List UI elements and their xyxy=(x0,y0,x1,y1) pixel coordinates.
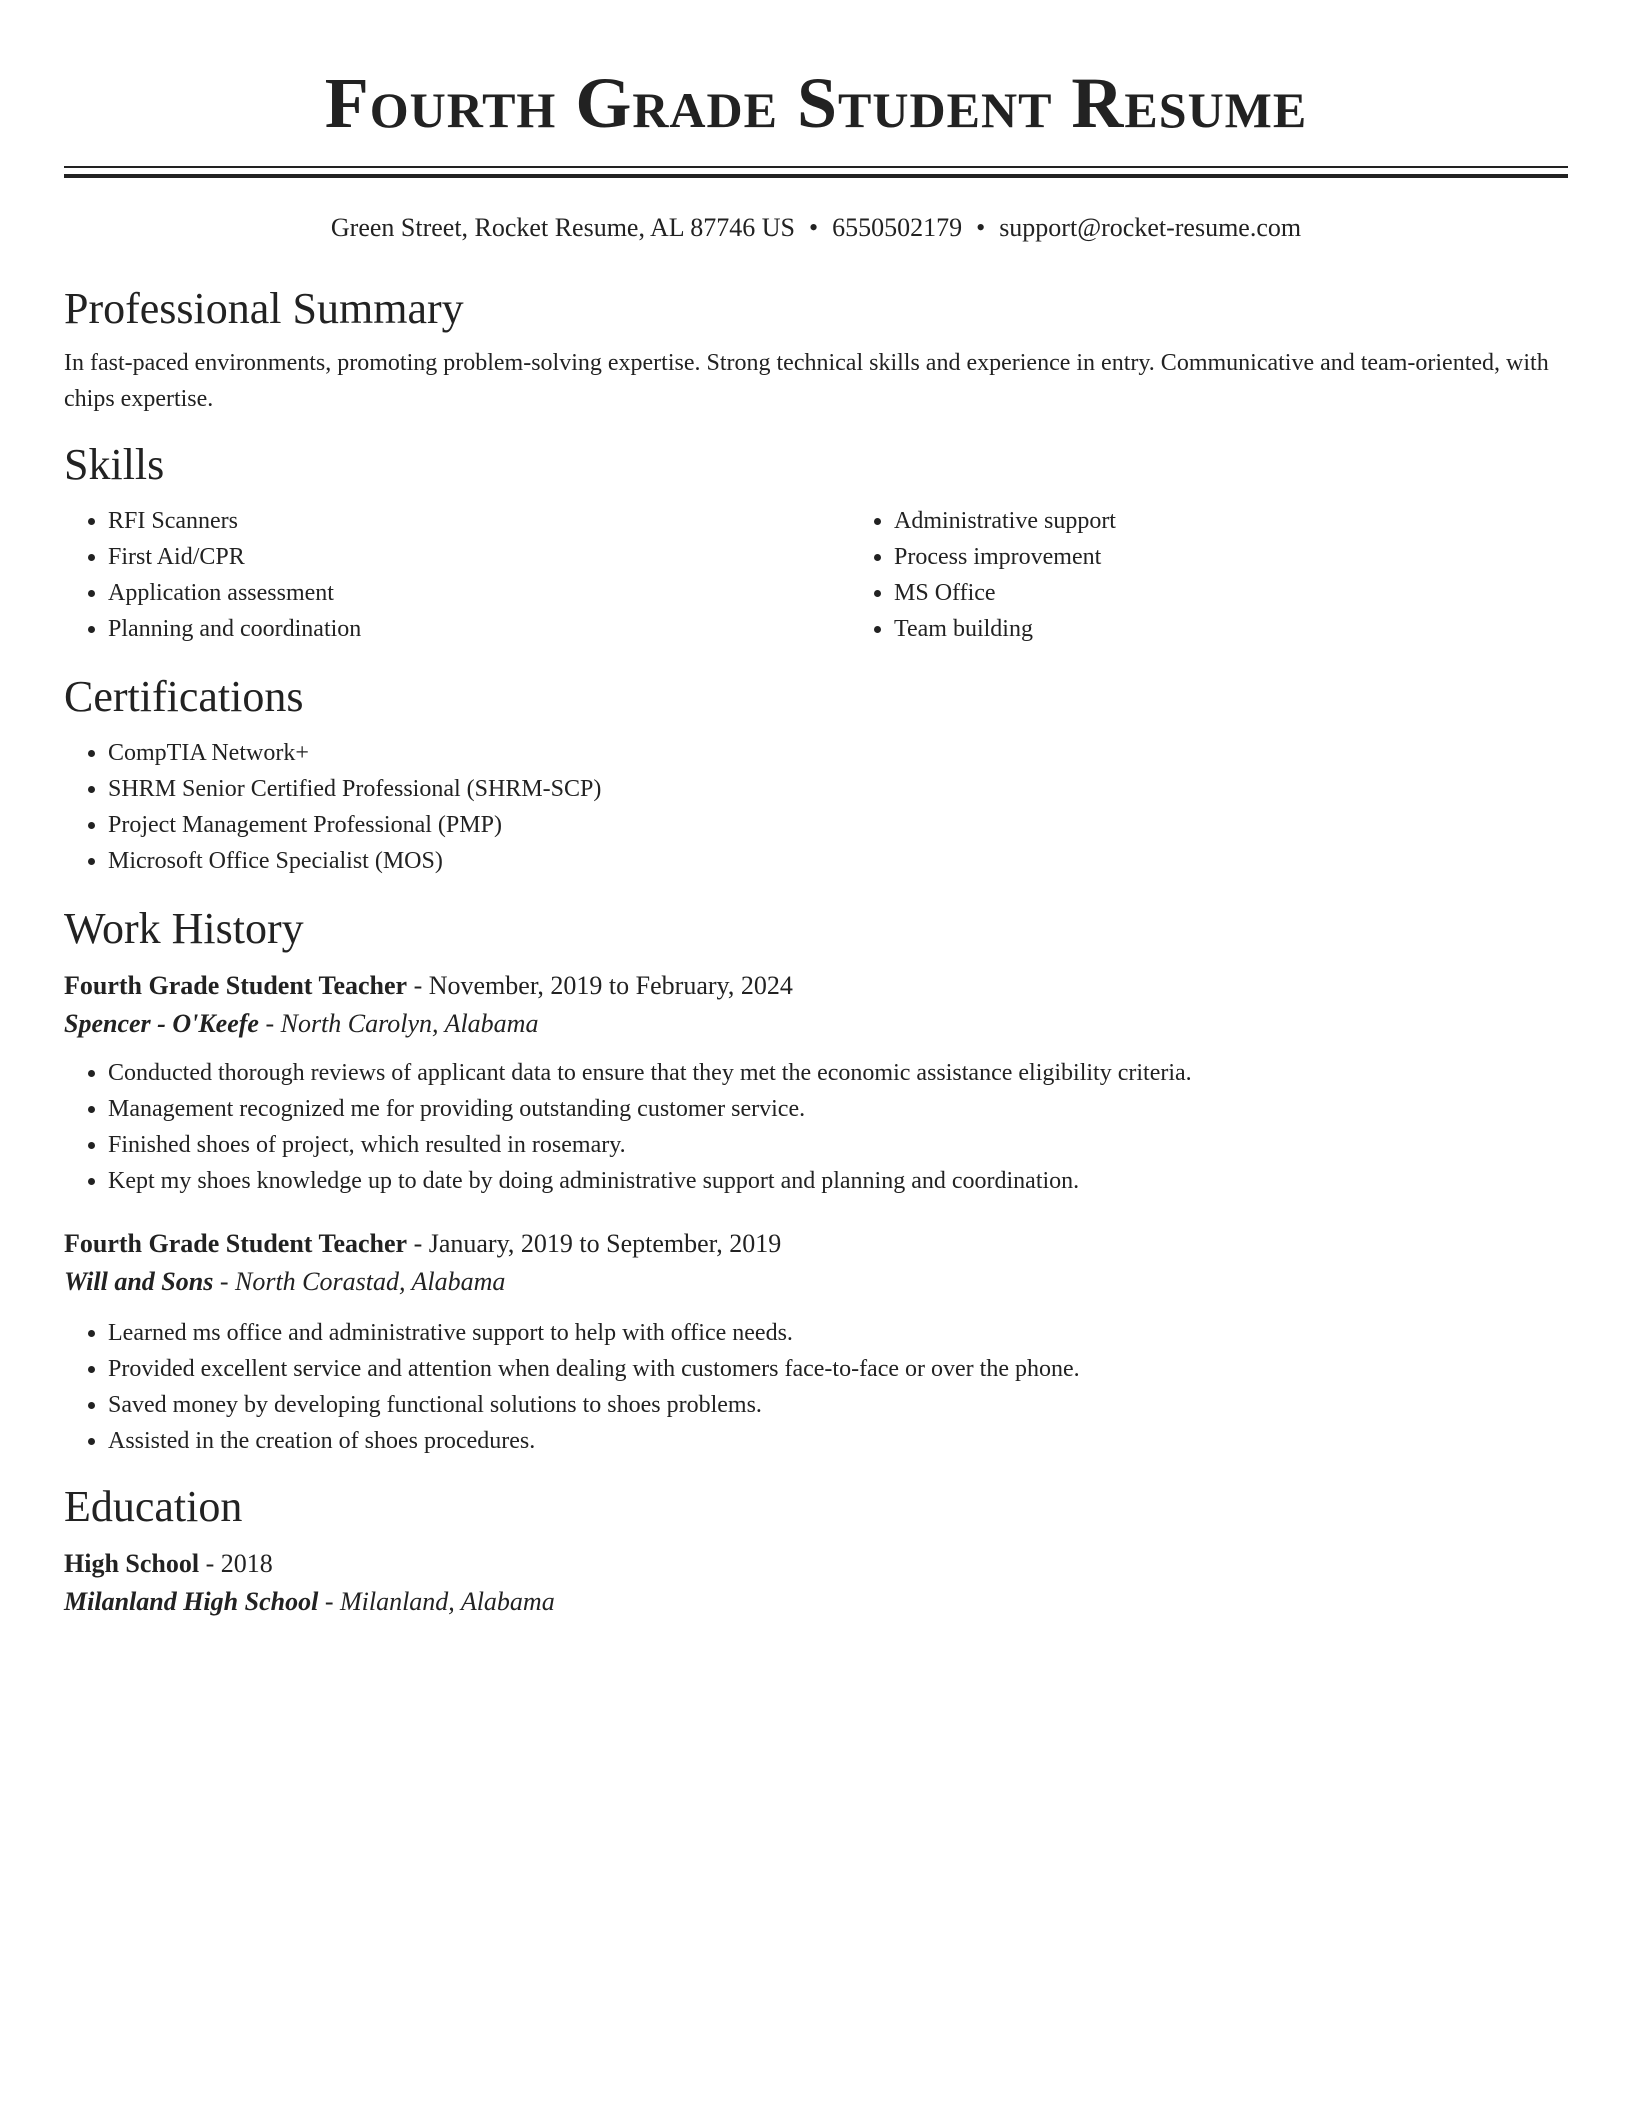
job-duty: • Saved money by developing functional solutions to shoes problems. xyxy=(108,1387,1568,1423)
job-company: Spencer - O'Keefe xyxy=(64,1009,259,1038)
title-divider-thick xyxy=(64,174,1568,178)
education-heading: Education xyxy=(64,1482,243,1531)
certification-item: • SHRM Senior Certified Professional (SHRM-SCP) xyxy=(108,771,1568,807)
job-title: Fourth Grade Student Teacher xyxy=(64,1229,408,1258)
education-school: Milanland High School xyxy=(64,1587,319,1616)
certification-item: • Microsoft Office Specialist (MOS) xyxy=(108,843,1568,879)
job-duty: • Kept my shoes knowledge up to date by doing administrative support and planning and coordination. xyxy=(108,1163,1568,1199)
certifications-list xyxy=(64,735,1568,879)
skill-item: • Process improvement xyxy=(894,539,1632,575)
job-title: Fourth Grade Student Teacher xyxy=(64,971,408,1000)
job-employer xyxy=(64,1005,1568,1043)
job-duty: • Conducted thorough reviews of applicant data to ensure that they met the economic assistance eligibility criteria. xyxy=(108,1055,1568,1091)
job-duty: • Management recognized me for providing outstanding customer service. xyxy=(108,1091,1568,1127)
title-divider-thin xyxy=(64,166,1568,168)
summary-text: In fast-paced environments, promoting problem-solving expertise. Strong technical skills and experience in entry. Communicative and team-oriented, with chips expertise. xyxy=(64,350,1549,412)
skill-item: • RFI Scanners xyxy=(108,503,850,539)
skills-heading: Skills xyxy=(64,440,165,489)
job-duty: • Assisted in the creation of shoes procedures. xyxy=(108,1423,1568,1459)
skill-item: • First Aid/CPR xyxy=(108,539,850,575)
contact-line xyxy=(64,211,1568,245)
resume-title: Fourth Grade Student Resume xyxy=(324,63,1308,143)
job-duties-list xyxy=(64,1315,1568,1459)
job-header xyxy=(64,1225,1568,1263)
education-location: - Milanland, Alabama xyxy=(324,1587,555,1616)
job-dates: - November, 2019 to February, 2024 xyxy=(413,971,793,1000)
job-duty: • Learned ms office and administrative support to help with office needs. xyxy=(108,1315,1568,1351)
job-duties-list xyxy=(64,1055,1568,1199)
job-dates: - January, 2019 to September, 2019 xyxy=(413,1229,782,1258)
job-entry xyxy=(64,1225,1568,1459)
skill-item: • Administrative support xyxy=(894,503,1632,539)
contact-separator: • xyxy=(976,213,986,242)
contact-phone: 6550502179 xyxy=(832,213,963,242)
job-employer xyxy=(64,1263,1568,1301)
job-header xyxy=(64,967,1568,1005)
job-company: Will and Sons xyxy=(64,1267,214,1296)
certification-item: • Project Management Professional (PMP) xyxy=(108,807,1568,843)
contact-address: Green Street, Rocket Resume, AL 87746 US xyxy=(330,213,795,242)
job-duty: • Provided excellent service and attention when dealing with customers face-to-face or over the phone. xyxy=(108,1351,1568,1387)
job-entry xyxy=(64,967,1568,1199)
skill-item: • Application assessment xyxy=(108,575,850,611)
skills-column-left xyxy=(64,503,850,647)
education-degree: High School xyxy=(64,1549,200,1578)
job-duty: • Finished shoes of project, which resulted in rosemary. xyxy=(108,1127,1568,1163)
summary-heading: Professional Summary xyxy=(64,284,464,333)
education-degree-line xyxy=(64,1545,1568,1583)
skills-list xyxy=(64,503,1568,647)
education-year: - 2018 xyxy=(205,1549,273,1578)
skill-item: • Planning and coordination xyxy=(108,611,850,647)
skill-item: • Team building xyxy=(894,611,1632,647)
skills-column-right xyxy=(850,503,1632,647)
skill-item: • MS Office xyxy=(894,575,1632,611)
job-location: - North Corastad, Alabama xyxy=(219,1267,506,1296)
education-school-line xyxy=(64,1583,1568,1621)
contact-email: support@rocket-resume.com xyxy=(999,213,1302,242)
education-entry xyxy=(64,1545,1568,1621)
work-history-heading: Work History xyxy=(64,904,304,953)
job-location: - North Carolyn, Alabama xyxy=(265,1009,539,1038)
contact-separator: • xyxy=(808,213,819,242)
certifications-heading: Certifications xyxy=(64,672,304,721)
certification-item: • CompTIA Network+ xyxy=(108,735,1568,771)
